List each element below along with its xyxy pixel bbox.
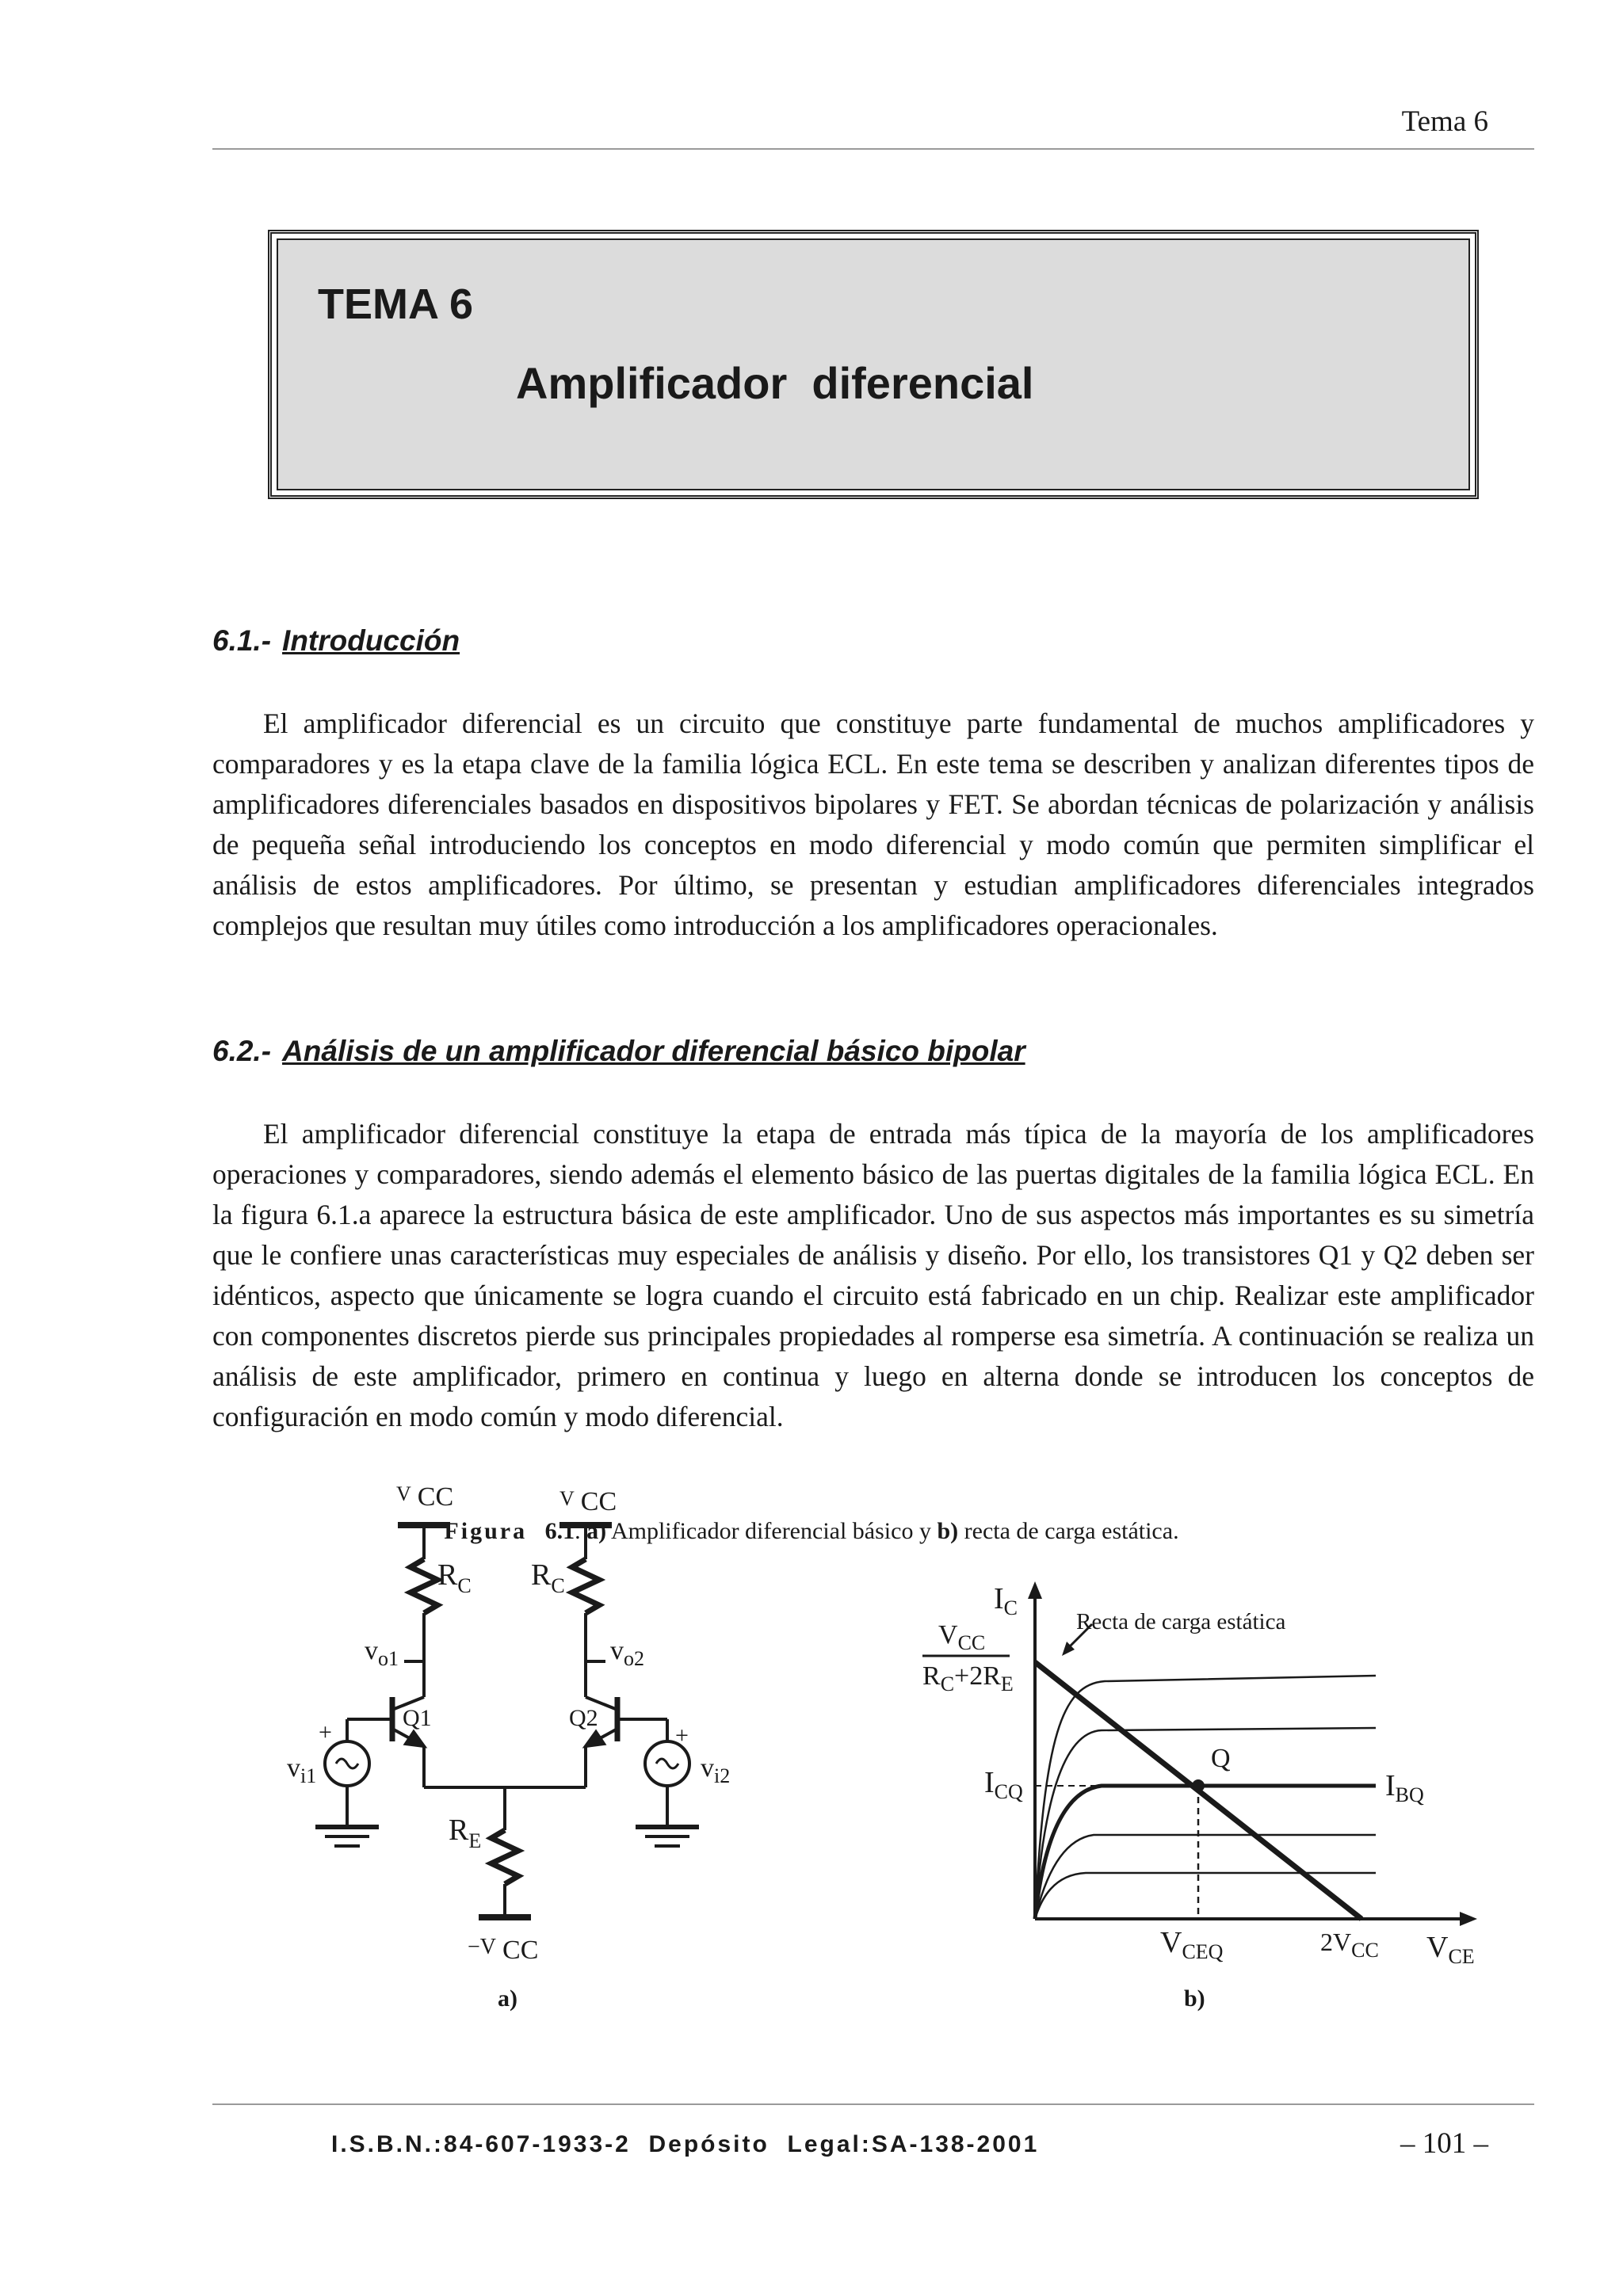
footer-rule	[212, 2103, 1534, 2105]
recta-label: Recta de carga estática	[1076, 1609, 1286, 1634]
figure-caption: Figura 6.1. a) Amplificador diferencial básico y b) recta de carga estática.	[444, 1518, 1179, 1544]
y-axis-arrow	[1028, 1581, 1042, 1599]
re-resistor	[491, 1830, 518, 1884]
ic-axis-label: $I_C$	[994, 1582, 1018, 1619]
vi2-label: $v_{i2}$	[701, 1753, 731, 1787]
paragraph-text: El amplificador diferencial constituye la etapa de entrada más típica de la mayoría de los amplificadores operaciones y comparadores, siendo además el elemento básico de las puertas digitales de la familia lógica ECL. En la figura 6.1.a aparece la estructura básica de este amplificador. Uno de sus aspectos más importantes es su simetría que le confiere unas características muy especiales de análisis y diseño. Por ello, los transistores Q1 y Q2 deben ser idénticos, aspecto que únicamente se logra cuando el circuito está fabricado en un chip. Realizar este amplificador con componentes discretos pierde sus principales propiedades al romperse esa simetría. A continuación se realiza un análisis de este amplificador, primero en continua y luego en alterna donde se introducen los conceptos de configuración en modo común y modo diferencial.	[212, 1118, 1534, 1432]
q2-emitter-arrow	[586, 1732, 604, 1746]
2vcc-label: $2V_{CC}$	[1320, 1928, 1379, 1962]
vceq-label: $V_{CEQ}$	[1160, 1926, 1224, 1963]
caption-b: b)	[937, 1518, 959, 1544]
q-label: Q	[1211, 1744, 1231, 1773]
footer-isbn: I.S.B.N.:84-607-1933-2 Depósito Legal:SA-138-2001	[331, 2131, 1040, 2157]
section-number: 6.1.-	[212, 624, 272, 657]
vo2-label: $v_{o2}$	[610, 1636, 644, 1670]
caption-b-text: recta de carga estática.	[964, 1518, 1179, 1544]
q2-label: Q2	[569, 1705, 598, 1731]
chapter-title: Amplificador diferencial	[516, 358, 1034, 408]
caption-a-text: Amplificador diferencial básico y	[610, 1518, 931, 1544]
re-label: $R_E$	[449, 1814, 482, 1852]
vee-label: −V CC	[468, 1935, 539, 1965]
subfig-a-label: a)	[498, 1985, 517, 2012]
rc-left-resistor	[411, 1559, 437, 1613]
circuit-labels	[287, 1482, 730, 2012]
x-axis-arrow	[1460, 1912, 1477, 1926]
curve-ibq	[1035, 1786, 1376, 1919]
rc-right-resistor	[572, 1559, 599, 1613]
q-point	[1192, 1779, 1205, 1792]
q1-label: Q1	[403, 1705, 432, 1731]
q1-emitter-arrow	[406, 1732, 424, 1746]
paragraph-text: El amplificador diferencial es un circuito que constituye parte fundamental de muchos amplificadores y comparadores y es la etapa clave de la familia lógica ECL. En este tema se describen y analizan diferentes tipos de amplificadores diferenciales basados en dispositivos bipolares y FET. Se abordan técnicas de polarización y análisis de pequeña señal introduciendo los conceptos en modo diferencial y modo común que permiten simplificar el análisis de estos amplificadores. Por último, se presentan y estudian amplificadores diferenciales integrados complejos que resultan muy útiles como introducción a los amplificadores operacionales.	[212, 707, 1534, 941]
vcc-left-label: V CC	[396, 1482, 454, 1512]
running-header: Tema 6	[1401, 105, 1488, 138]
icq-label: $I_{CQ}$	[984, 1766, 1023, 1803]
vo1-label: $v_{o1}$	[365, 1636, 399, 1670]
vcc-right-label: V CC	[559, 1487, 617, 1516]
ibq-label: $I_{BQ}$	[1385, 1769, 1424, 1806]
vi1-label: $v_{i1}$	[287, 1753, 317, 1787]
caption-number: 6.1	[544, 1518, 575, 1544]
subfig-b-label: b)	[1184, 1985, 1205, 2012]
vce-axis-label: $V_{CE}$	[1426, 1931, 1475, 1968]
page-number: – 101 –	[1400, 2127, 1488, 2160]
section-title: Introducción	[282, 624, 460, 657]
vi2-plus: +	[675, 1722, 689, 1749]
section-number: 6.2.-	[212, 1035, 272, 1067]
section-title: Análisis de un amplificador diferencial básico bipolar	[282, 1035, 1025, 1067]
slope-denominator: $R_C+2R_E$	[922, 1661, 1014, 1695]
caption-figura: Figura	[444, 1518, 528, 1544]
slope-numerator: $V_{CC}$	[938, 1620, 986, 1654]
vi1-plus: +	[319, 1719, 332, 1745]
circuit-diagram	[315, 1525, 699, 1917]
chapter-number: TEMA 6	[318, 280, 474, 328]
caption-a: a)	[586, 1518, 607, 1544]
curve-4	[1035, 1873, 1376, 1919]
rc-left-label: $R_C$	[437, 1558, 472, 1597]
rc-right-label: $R_C$	[531, 1558, 565, 1597]
curve-3	[1035, 1835, 1376, 1919]
